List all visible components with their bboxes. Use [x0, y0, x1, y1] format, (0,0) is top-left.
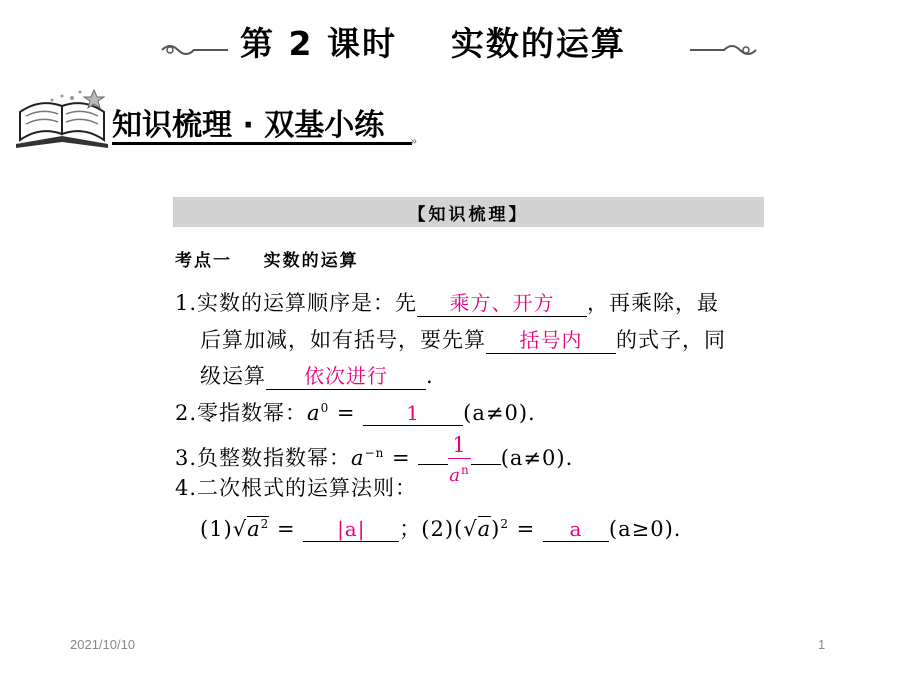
item3-exponent: −n — [364, 446, 385, 460]
item1-text-f: . — [426, 364, 434, 388]
item4-line — [175, 472, 417, 502]
item1-text-e: 级运算 — [200, 364, 266, 388]
rule1-answer: |a| — [303, 517, 399, 542]
item3-line: 3.负整数指数幂：$a^{-n}$ = $\frac{1}{a^n}$ (a≠0). — [175, 433, 574, 486]
item3-blank-right — [471, 464, 501, 465]
item3-answer-denominator: $a^n$ — [449, 463, 470, 486]
item1-answer-a: 乘方、开方 — [417, 287, 587, 317]
item1-text-a: 实数的运算顺序是：先 — [197, 291, 418, 315]
item1-num: 1. — [175, 291, 198, 315]
knowledge-bar — [173, 197, 764, 227]
section-title: 知识梳理 · 双基小练 — [112, 108, 385, 143]
rule2-answer: a — [543, 517, 609, 542]
item1-text-d: 的式子，同 — [616, 328, 726, 352]
item2-base: a — [307, 401, 321, 425]
item2-exponent: 0 — [320, 401, 330, 415]
item2-num: 2. — [175, 401, 198, 425]
point-heading: 考点一 实数的运算 — [175, 251, 359, 271]
sqrt-a-squared: $√a^2$ — [232, 517, 270, 541]
item3-blank-left — [418, 464, 448, 465]
right-ornament-icon — [688, 40, 758, 65]
section-banner — [12, 86, 422, 152]
sqrt-a-squared-paren: $(√a)^2$ — [454, 517, 509, 541]
item4-text: 二次根式的运算法则： — [197, 476, 418, 500]
section-underline — [112, 142, 412, 145]
rule1-label: (1) — [200, 517, 233, 541]
rule2-cond: (a≥0). — [608, 517, 682, 541]
item2-line: 2.零指数幂：$a^0 = 1$ (a≠0). — [175, 401, 536, 425]
rule2-label: ；(2) — [399, 517, 455, 541]
item3-text: 负整数指数幂： — [197, 446, 352, 470]
left-ornament-icon — [160, 40, 230, 65]
book-icon — [12, 86, 112, 152]
item1-text-c: 后算加减，如有括号，要先算 — [200, 328, 486, 352]
item1-line1 — [175, 287, 719, 317]
item1-line2 — [200, 324, 726, 354]
page-title: 第 2 课时 实数的运算 — [240, 24, 626, 63]
item4-num: 4. — [175, 476, 198, 500]
footer-date: 2021/10/10 — [70, 637, 136, 652]
page-number: 1 — [818, 637, 826, 652]
item2-text: 零指数幂： — [197, 401, 308, 425]
title-row — [0, 18, 900, 68]
double-chevron-icon: » — [410, 134, 418, 148]
item1-text-b: ，再乘除，最 — [587, 291, 720, 315]
item3-answer-fraction — [448, 432, 470, 487]
item1-line3 — [200, 360, 434, 390]
item1-answer-b: 括号内 — [486, 324, 616, 354]
item3-cond: (a≠0). — [500, 446, 574, 470]
item2-cond: (a≠0). — [463, 401, 536, 425]
item3-answer-numerator: 1 — [448, 432, 470, 459]
item3-num: 3. — [175, 446, 198, 470]
item1-answer-c: 依次进行 — [266, 360, 426, 390]
knowledge-bar-label: 【知识梳理】 — [408, 205, 529, 225]
item2-answer: 1 — [363, 401, 463, 426]
item4-rules-line: $(1)√a^2 = |a|$ ；$(2)(√a)^2 = a$ (a≥0). — [200, 517, 682, 541]
item3-base: a — [351, 446, 365, 470]
